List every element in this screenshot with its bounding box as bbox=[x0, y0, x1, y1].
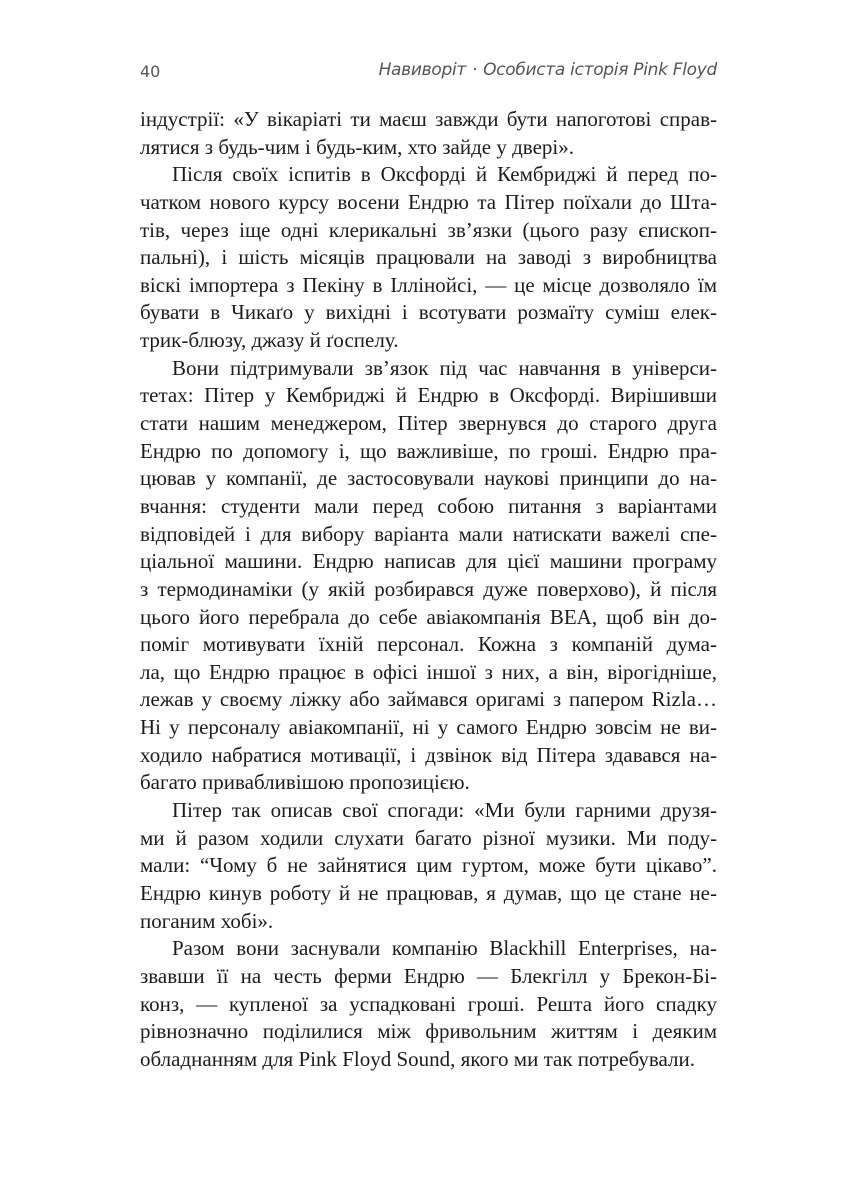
text-line: конз, — купленої за успадковані гроші. Решта його спадку bbox=[140, 991, 717, 1016]
text-line: Ендрю кинув роботу й не працював, я думав, що це стане не- bbox=[140, 880, 717, 905]
text-line: багато привабливішою пропозицією. bbox=[140, 770, 470, 795]
text-line: цього його перебрала до себе авіакомпанія BEA, щоб він до- bbox=[140, 604, 717, 629]
text-line: обладнанням для Pink Floyd Sound, якого ми так потребували. bbox=[140, 1046, 695, 1071]
paragraph bbox=[140, 935, 717, 1073]
paragraph bbox=[140, 106, 717, 161]
paragraph bbox=[140, 161, 717, 354]
text-line: трик-блюзу, джазу й ґоспелу. bbox=[140, 328, 399, 353]
text-line: тів, через іще одні клерикальні зв’язки (цього разу єпископ- bbox=[140, 217, 717, 242]
text-line: ла, що Ендрю працює в офісі іншої з них, а він, вірогідніше, bbox=[140, 659, 717, 684]
paragraph bbox=[140, 797, 717, 935]
body-text bbox=[140, 106, 717, 1073]
text-line: поганим хобі». bbox=[140, 908, 274, 933]
text-line: Ні у персоналу авіакомпанії, ні у самого Ендрю зовсім не ви- bbox=[140, 715, 717, 740]
text-line: лежав у своєму ліжку або займався оригамі з папером Rizla… bbox=[140, 687, 717, 712]
text-line: Пітер так описав свої спогади: «Ми були гарними друзя- bbox=[172, 798, 717, 823]
paragraph bbox=[140, 355, 717, 797]
running-title bbox=[379, 60, 717, 80]
text-line: пальні), і шість місяців працювали на заводі з виробництва bbox=[140, 245, 717, 270]
text-line: ціальної машини. Ендрю написав для цієї машини програму bbox=[140, 549, 717, 574]
running-header bbox=[140, 60, 717, 88]
text-line: відповідей і для вибору варіанта мали натискати важелі спе- bbox=[140, 521, 717, 546]
text-line: мали: “Чому б не зайнятися цим гуртом, може бути цікаво”. bbox=[140, 853, 717, 878]
text-line: ходило набратися мотивації, і дзвінок від Пітера здавався на- bbox=[140, 742, 717, 767]
text-line: бувати в Чикаґо у вихідні і всотувати розмаїту суміш елек- bbox=[140, 300, 717, 325]
text-line: лятися з будь-чим і будь-ким, хто зайде у двері». bbox=[140, 134, 574, 159]
text-line: тетах: Пітер у Кембриджі й Ендрю в Оксфорді. Вирішивши bbox=[140, 383, 717, 408]
text-line: стати нашим менеджером, Пітер звернувся до старого друга bbox=[140, 411, 717, 436]
text-line: цював у компанії, де застосовували наукові принципи до на- bbox=[140, 466, 717, 491]
text-line: Після своїх іспитів в Оксфорді й Кембриджі й перед по- bbox=[172, 162, 717, 187]
text-line: з термодинаміки (у якій розбирався дуже поверхово), й після bbox=[140, 576, 717, 601]
text-line: індустрії: «У вікаріаті ти маєш завжди бути напоготові справ- bbox=[140, 107, 717, 131]
text-line: чатком нового курсу восени Ендрю та Пітер поїхали до Шта- bbox=[140, 189, 717, 214]
text-line: Разом вони заснували компанію Blackhill Enterprises, на- bbox=[172, 936, 717, 961]
text-line: поміг мотивувати їхній персонал. Кожна з компаній дума- bbox=[140, 632, 717, 657]
text-line: рівнозначно поділилися між фривольним життям і деяким bbox=[140, 1019, 717, 1044]
book-title: Навиворіт bbox=[378, 60, 466, 80]
text-line: звавши її на честь ферми Ендрю — Блекгілл у Брекон-Бі- bbox=[140, 963, 717, 988]
text-line: Ендрю по допомогу і, що важливіше, по гроші. Ендрю пра- bbox=[140, 438, 717, 463]
title-separator: · bbox=[471, 60, 478, 80]
page-number: 40 bbox=[140, 62, 161, 81]
text-line: віскі імпортера з Пекіну в Іллінойсі, — це місце дозволяло їм bbox=[140, 272, 717, 297]
text-line: ми й разом ходили слухати багато різної музики. Ми поду- bbox=[140, 825, 717, 850]
text-line: вчання: студенти мали перед собою питання з варіантами bbox=[140, 493, 717, 518]
text-line: Вони підтримували зв’язок під час навчання в універси- bbox=[172, 355, 717, 380]
book-subtitle: Особиста історія Pink Floyd bbox=[483, 60, 717, 80]
